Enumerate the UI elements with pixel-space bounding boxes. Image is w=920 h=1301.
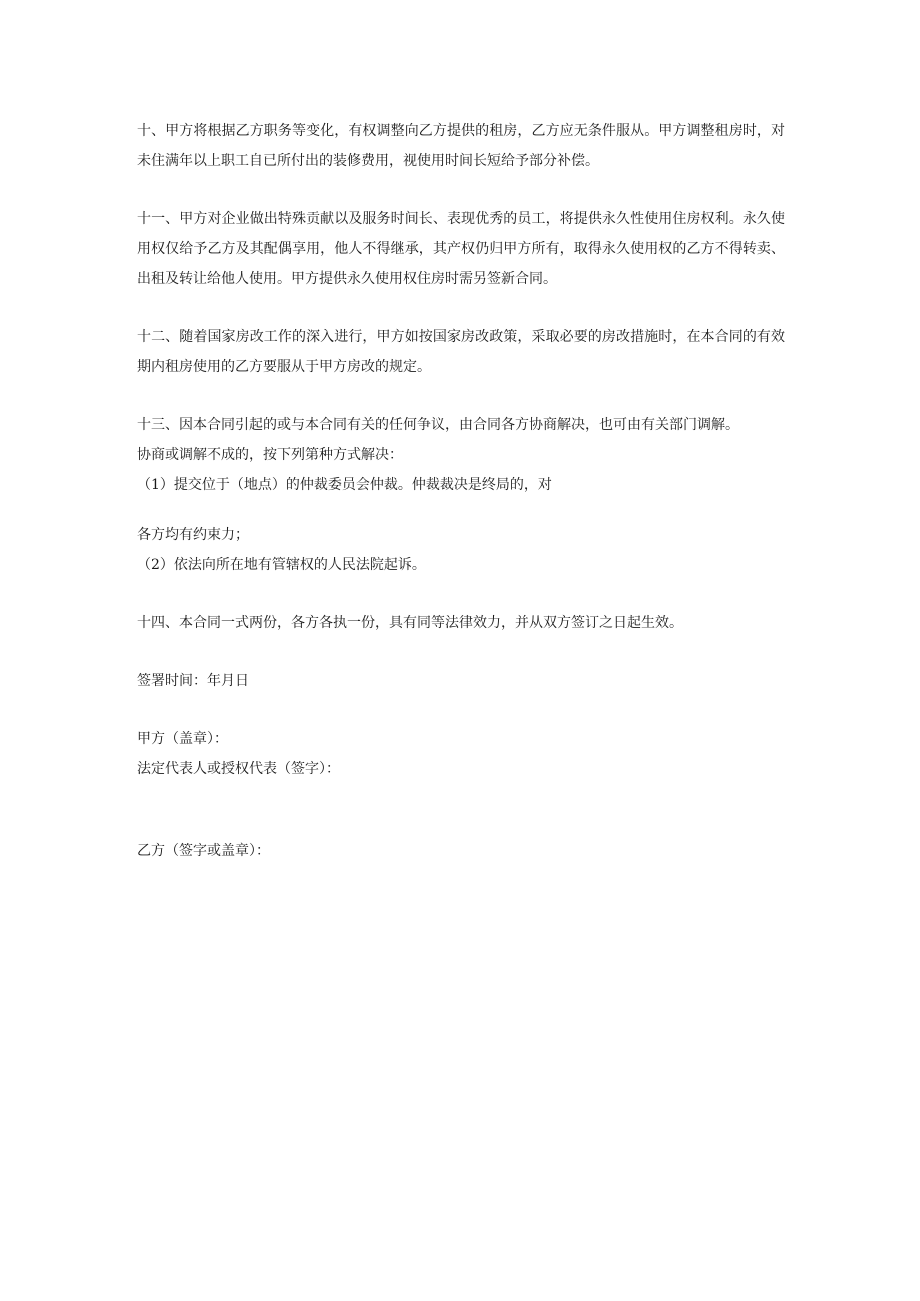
document-body (137, 116, 785, 866)
party-b-signature: 乙方（签字或盖章）： (137, 843, 270, 859)
party-a-seal: 甲方（盖章）： (137, 731, 228, 747)
clause-10: 十、甲方将根据乙方职务等变化，有权调整向乙方提供的租房，乙方应无条件服从。甲方调整租房时，对未住满年以上职工自已所付出的装修费用，视使用时间长短给予部分补偿。 (137, 123, 785, 169)
clause-13-option-2: （2）依法向所在地有管辖权的人民法院起诉。 (137, 557, 426, 573)
clause-11: 十一、甲方对企业做出特殊贡献以及服务时间长、表现优秀的员工，将提供永久性使用住房权利。永久使用权仅给予乙方及其配偶享用，他人不得继承，其产权仍归甲方所有，取得永久使用权的乙方不得转卖、出租及转让给他人使用。甲方提供永久使用权住房时需另签新合同。 (137, 211, 785, 287)
clause-14: 十四、本合同一式两份，各方各执一份，具有同等法律效力，并从双方签订之日起生效。 (137, 615, 683, 631)
clause-12: 十二、随着国家房改工作的深入进行，甲方如按国家房改政策，采取必要的房改措施时，在本合同的有效期内租房使用的乙方要服从于甲方房改的规定。 (137, 329, 785, 375)
clause-13-intro-continued: 协商或调解不成的，按下列第种方式解决： (137, 447, 403, 463)
clause-13-option-1: （1）提交位于（地点）的仲裁委员会仲裁。仲裁裁决是终局的，对 (137, 477, 552, 493)
sign-date: 签署时间：年月日 (137, 673, 249, 689)
clause-13-option-1-continued: 各方均有约束力； (137, 527, 249, 543)
party-a-representative: 法定代表人或授权代表（签字）： (137, 761, 340, 777)
clause-13-intro: 十三、因本合同引起的或与本合同有关的任何争议，由合同各方协商解决，也可由有关部门调解。 (137, 417, 739, 433)
